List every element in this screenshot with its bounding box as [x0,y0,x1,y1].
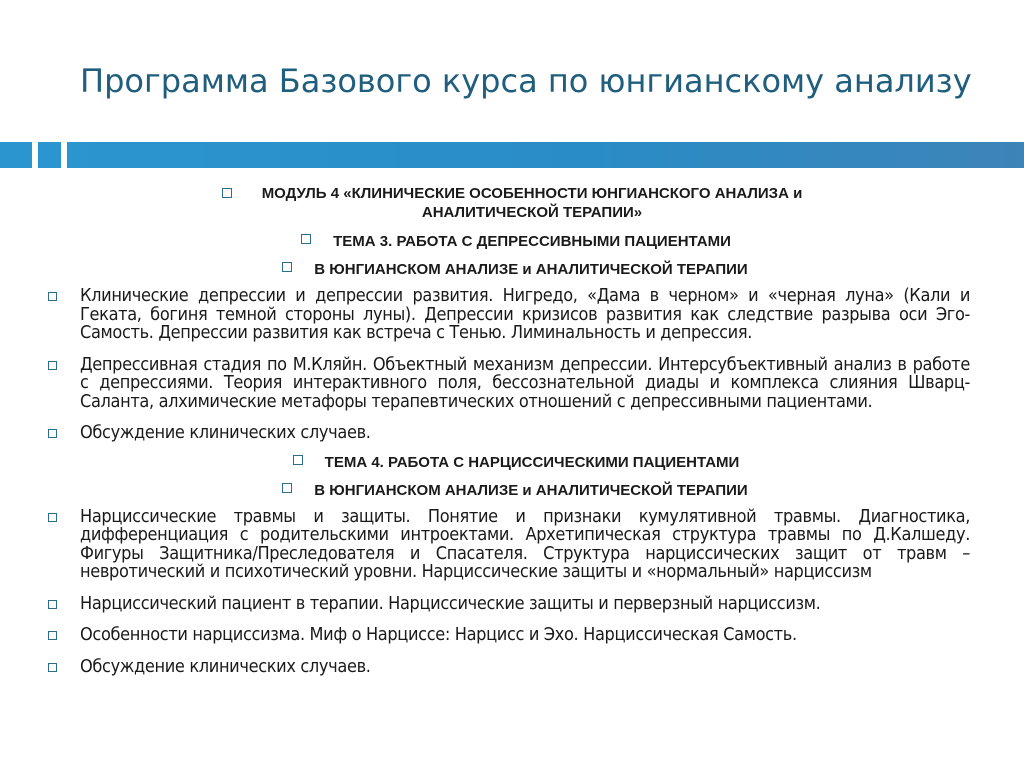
square-bullet-icon [282,262,292,272]
list-item-text: Нарциссический пациент в терапии. Нарциссические защиты и перверзный нарциссизм. [80,592,821,614]
accent-bar-left-1 [0,142,32,168]
square-bullet-icon [48,600,57,609]
module-heading [0,180,1024,222]
list-item-text: Депрессивная стадия по М.Кляйн. Объектный механизм депрессии. Интерсубъективный анализ в работе с депрессиями. Теория интерактивного поля, бессознательной диады и комплекса слияния Шварц-Саланта, алхимические метафоры терапевтических отношений с депрессивными пациентами. [80,353,970,412]
topic3-heading-line-1: ТЕМА 3. РАБОТА С ДЕПРЕССИВНЫМИ ПАЦИЕНТАМИ [333,233,731,250]
square-bullet-icon [282,483,292,493]
topic4-heading [0,453,1024,472]
slide-content [0,180,1024,676]
module-heading-line-2: АНАЛИТИЧЕСКОЙ ТЕРАПИИ» [421,204,643,221]
square-bullet-icon [48,631,57,640]
slide-title: Программа Базового курса по юнгианскому анализу [80,62,972,100]
list-item-text: Обсуждение клинических случаев. [80,422,371,443]
square-bullet-icon [293,455,303,465]
module-heading-line-1: МОДУЛЬ 4 «КЛИНИЧЕСКИЕ ОСОБЕННОСТИ ЮНГИАНСКОГО АНАЛИЗА и [261,185,803,202]
square-bullet-icon [48,292,57,301]
topic4-heading-line-2: В ЮНГИАНСКОМ АНАЛИЗЕ и АНАЛИТИЧЕСКОЙ ТЕРАПИИ [314,481,748,499]
square-bullet-icon [48,663,57,672]
list-item [80,592,970,614]
list-item [80,626,970,645]
list-item-text: Клинические депрессии и депрессии развития. Нигредо, «Дама в черном» и «черная луна» (Кали и Геката, богиня темной стороны луны). Депрессии кризисов развития как следствие разрыва оси Эго-Самость. Депрессии развития как встреча с Тенью. Лиминальность и депрессия. [80,285,970,343]
list-item [80,655,970,677]
topic4-heading-line-1: ТЕМА 4. РАБОТА С НАРЦИССИЧЕСКИМИ ПАЦИЕНТАМИ [324,453,740,471]
square-bullet-icon [48,513,57,522]
list-item [80,353,970,412]
square-bullet-icon [48,361,57,370]
list-item [80,505,970,582]
topic3-heading-line-2: В ЮНГИАНСКОМ АНАЛИЗЕ и АНАЛИТИЧЕСКОЙ ТЕРАПИИ [314,261,748,278]
topic3-subheading [0,260,1024,279]
accent-bar-main [67,142,1024,168]
list-item [80,287,970,343]
list-item [80,424,970,443]
square-bullet-icon [222,188,232,198]
topic3-heading [0,232,1024,251]
square-bullet-icon [48,429,57,438]
topic4-subheading [0,481,1024,500]
list-item-text: Обсуждение клинических случаев. [80,655,371,677]
square-bullet-icon [301,234,311,244]
list-item-text: Особенности нарциссизма. Миф о Нарциссе: Нарцисс и Эхо. Нарциссическая Самость. [80,624,797,645]
accent-bar-left-2 [38,142,61,168]
list-item-text: Нарциссические травмы и защиты. Понятие и признаки кумулятивной травмы. Диагностика, дифференциация с родительскими интроектами. Архетипическая структура травмы по Д.Калшеду. Фигуры Защитника/Преследователя и Спасателя. Структура нарциссических защит от травм – невротический и психотический уровни. Нарциссические защиты и «нормальный» нарциссизм [80,505,970,582]
